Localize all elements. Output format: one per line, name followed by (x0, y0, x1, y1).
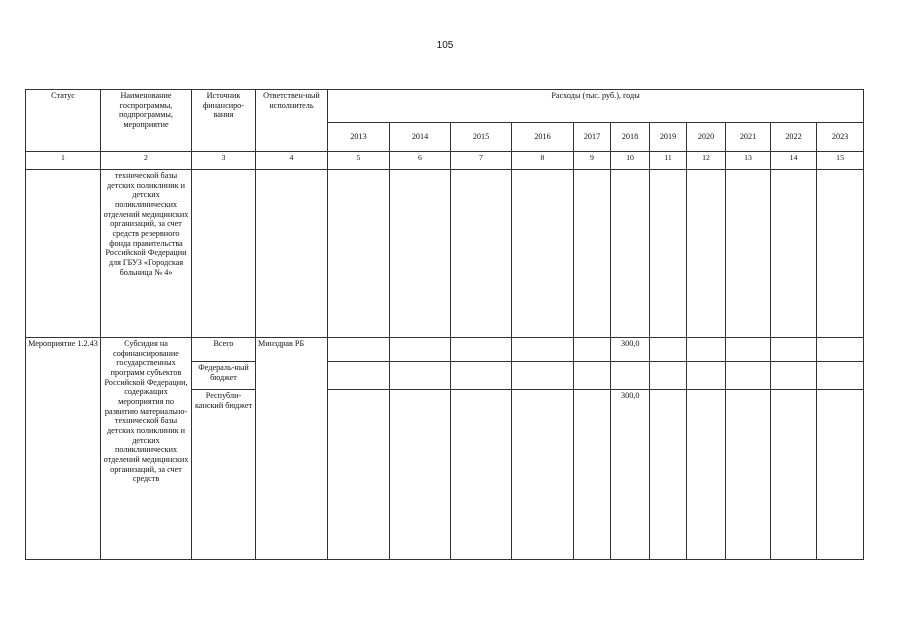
event-row-total (26, 338, 864, 362)
cell-empty (512, 390, 574, 560)
cell-empty (726, 170, 771, 338)
column-number: 10 (611, 152, 650, 170)
cell-empty (512, 362, 574, 390)
column-number: 3 (192, 152, 256, 170)
year-2021: 2021 (726, 123, 771, 152)
cell-empty (451, 390, 512, 560)
cell-empty (650, 362, 687, 390)
cell-empty (390, 338, 451, 362)
cell-empty (574, 170, 611, 338)
cell-empty (726, 362, 771, 390)
column-number: 15 (817, 152, 864, 170)
year-2014: 2014 (390, 123, 451, 152)
column-number: 11 (650, 152, 687, 170)
cell-empty (726, 338, 771, 362)
cell-empty (771, 362, 817, 390)
header-expenses: Расходы (тыс. руб.), годы (328, 90, 864, 123)
cell-empty (817, 362, 864, 390)
budget-table (25, 89, 864, 560)
cell-empty (771, 338, 817, 362)
continuation-name: технической базы детских поликлиник и детских поликлинических отделений медицинских организаций, за счет средств резервного фонда правительства Российской Федерации для ГБУЗ «Городская больница № 4» (101, 170, 192, 338)
cell-empty (650, 170, 687, 338)
column-number: 13 (726, 152, 771, 170)
column-number: 5 (328, 152, 390, 170)
source-total: Всего (192, 338, 256, 362)
cell-empty (256, 170, 328, 338)
cell-empty (390, 390, 451, 560)
column-number: 8 (512, 152, 574, 170)
source-federal: Федераль-ный бюджет (192, 362, 256, 390)
column-number: 2 (101, 152, 192, 170)
cell-empty (771, 170, 817, 338)
cell-empty (574, 338, 611, 362)
cell-empty (328, 390, 390, 560)
republic-2018-value: 300,0 (611, 390, 650, 560)
cell-empty (687, 170, 726, 338)
cell-empty (817, 390, 864, 560)
header-status: Статус (26, 90, 101, 152)
cell-empty (328, 338, 390, 362)
cell-empty (574, 362, 611, 390)
column-number: 9 (574, 152, 611, 170)
total-2018-value: 300,0 (611, 338, 650, 362)
cell-empty (512, 338, 574, 362)
cell-empty (451, 362, 512, 390)
cell-empty (611, 170, 650, 338)
source-republic: Республи-канский бюджет (192, 390, 256, 560)
event-name: Субсидия на софинансирование государственных программ субъектов Российской Федерации, содержащих мероприятия по развитию материально-технической базы детских поликлиник и детских поликлинических отделений медицинских организаций, за счет средств (101, 338, 192, 560)
column-number: 6 (390, 152, 451, 170)
year-2018: 2018 (611, 123, 650, 152)
column-number: 12 (687, 152, 726, 170)
cell-empty (687, 362, 726, 390)
continuation-row (26, 170, 864, 338)
year-2022: 2022 (771, 123, 817, 152)
cell-empty (650, 390, 687, 560)
cell-empty (451, 338, 512, 362)
cell-empty (817, 338, 864, 362)
cell-empty (328, 170, 390, 338)
header-name: Наименование госпрограммы, подпрограммы, мероприятие (101, 90, 192, 152)
column-number: 4 (256, 152, 328, 170)
header-responsible: Ответствен-ный исполнитель (256, 90, 328, 152)
cell-empty (574, 390, 611, 560)
year-2023: 2023 (817, 123, 864, 152)
cell-empty (687, 390, 726, 560)
event-responsible: Минздрав РБ (256, 338, 328, 560)
cell-empty (328, 362, 390, 390)
column-number: 1 (26, 152, 101, 170)
header-source: Источник финансиро-вания (192, 90, 256, 152)
year-2019: 2019 (650, 123, 687, 152)
cell-empty (390, 362, 451, 390)
year-2013: 2013 (328, 123, 390, 152)
year-2016: 2016 (512, 123, 574, 152)
header-row (26, 90, 864, 123)
cell-empty (390, 170, 451, 338)
year-2015: 2015 (451, 123, 512, 152)
cell-empty (650, 338, 687, 362)
column-number: 7 (451, 152, 512, 170)
cell-empty (726, 390, 771, 560)
federal-2018-value (611, 362, 650, 390)
cell-empty (687, 338, 726, 362)
cell-empty (771, 390, 817, 560)
cell-empty (451, 170, 512, 338)
column-number: 14 (771, 152, 817, 170)
page-number: 105 (436, 40, 454, 51)
column-number-row (26, 152, 864, 170)
year-2017: 2017 (574, 123, 611, 152)
cell-empty (26, 170, 101, 338)
year-2020: 2020 (687, 123, 726, 152)
cell-empty (512, 170, 574, 338)
cell-empty (817, 170, 864, 338)
cell-empty (192, 170, 256, 338)
event-status: Мероприятие 1.2.43 (26, 338, 101, 560)
